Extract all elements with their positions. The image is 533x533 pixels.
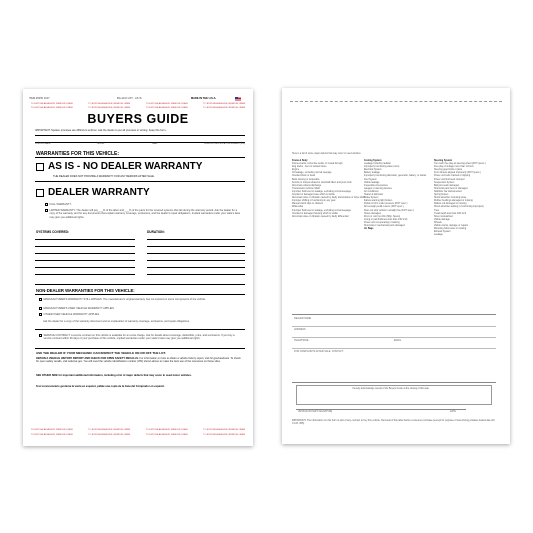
signature-label[interactable]: VEHICLE BUYER'S SIGNATURE [298,411,333,413]
service-contract-option[interactable]: SERVICE CONTRACT. A service contract on this vehicle is available for an extra charge. Ask for details about coverage, deductible, price, and exclusions. If you buy a service contract within 90 days of your purchase of this vehicle, implied warranties under your state's laws may give you additional rights. [39,334,239,341]
ask-dealer-note: Ask the dealer for a copy of the warranty document and an explanation of warranty coverage, exclusions, and repair obligations. [43,320,190,323]
dealer-warranty-option[interactable] [36,187,150,198]
full-warranty-label: FULL WARRANTY. [49,203,72,207]
email-label: EMAIL [394,339,402,342]
manufacturer-warranty-option[interactable]: MANUFACTURER'S WARRANTY STILL APPLIES. The manufacturer's original warranty has not expired on some components of the vehicle. [39,298,239,301]
limited-warranty-option[interactable] [45,209,241,219]
as-is-checkbox[interactable] [36,163,44,171]
defects-column-3: Steering System Too much free play at steering wheel (DOT specs.) Free play in linkage more than 1/4 inch Steering gear binds or jams Front wheels aligned improperly (DOT specs.) Power unit belts cracked or slipping Power unit fluid level improper Suspension System Ball joint seals damaged Structural parts bent or damaged Stabilizer bar disconnected Spring broken Shock absorber mounting loose Rubber bushings damaged or missing Radius rod damaged or missing Shock absorber leaking or functioning improperly Tires Tread depth less than 2/32 inch Sizes mismatched Visible damage Wheels Visible cracks, damage or repairs Mounting bolts loose or missing Exhaust System Leakage [434,160,486,237]
adhesive-strip-top: TO EXPOSE ADHESIVE, REMOVE LINER TO EXPOSE ADHESIVE, REMOVE LINER TO EXPOSE ADHESIVE, REMOVE LINER TO EXPOSE ADHESIVE, REMOVE LINER [30,102,246,105]
buyers-guide-back [282,88,510,444]
address-label: ADDRESS [294,328,306,331]
buyers-guide-front [23,89,253,446]
acknowledge-text: I hereby acknowledge receipt of the Buyers Guide at the closing of this sale. [352,388,430,390]
complaints-label: FOR COMPLAINTS AFTER SALE, CONTACT: [294,350,344,353]
date-label[interactable]: DATE [450,411,456,413]
defects-intro: Here is a list of some major defects that may occur in used vehicles. [292,153,362,155]
adhesive-strip-top-2: TO EXPOSE ADHESIVE, REMOVE LINER TO EXPOSE ADHESIVE, REMOVE LINER TO EXPOSE ADHESIVE, REMOVE LINER TO EXPOSE ADHESIVE, REMOVE LINER [30,106,246,109]
other-used-warranty-checkbox[interactable] [39,313,42,316]
limited-warranty-text: LIMITED WARRANTY. The dealer will pay ___% of the labor and ___% of the parts for the covered systems that fail during the warranty period. Ask the dealer for a copy of the warranty, and for any documents that explain warranty coverage, exclusions, and the dealer's repair obligations. Implied warranties under your state's laws may give you additional rights. [49,209,241,219]
made-in-label: MADE IN THE U.S.A. [191,97,217,100]
history-report-block: OBTAIN A VEHICLE HISTORY REPORT AND CHECK FOR OPEN SAFETY RECALLS. For information on how to obtain a vehicle history report, visit ftc.gov/usedcars. To check for open safety recalls, visit safercar.gov. You will need the vehicle identification number (VIN) shown above to make the best use of the resources on those sites. [36,357,241,364]
see-other-side-note: SEE OTHER SIDE for important additional information, including a list of major defects that may occur in used motor vehicles. [36,374,192,377]
service-contract-checkbox[interactable] [39,334,42,337]
acknowledgement-box [296,385,492,405]
adhesive-strip-bottom: TO EXPOSE ADHESIVE, REMOVE LINER TO EXPOSE ADHESIVE, REMOVE LINER TO EXPOSE ADHESIVE, REMOVE LINER TO EXPOSE ADHESIVE, REMOVE LINER [30,428,246,431]
form-number: ITEM #6250 2017 [29,97,50,100]
spanish-note: Si el concesionario gestiona la venta en espanol, pidale una copia de la Guia del Comprador en espanol. [36,385,165,388]
page-title: BUYERS GUIDE [87,112,189,126]
adhesive-strip-bottom-2: TO EXPOSE ADHESIVE, REMOVE LINER TO EXPOSE ADHESIVE, REMOVE LINER TO EXPOSE ADHESIVE, REMOVE LINER TO EXPOSE ADHESIVE, REMOVE LINER [30,433,246,436]
defects-column-1: Frame & Body Frame-cracks, corrective welds, or rusted through Dog tracks - bent or twisted frame Engine Oil leakage, excluding normal seepage Cracked block or head Belts missing or inoperable Knocks or misses related to camshaft lifters and push rods Abnormal exhaust discharge Transmission & Drive Shaft Improper fluid level or leakage, excluding normal seepage Cracked or damaged case which is visible Abnormal noise or vibration caused by faulty transmission or drive shaft Improper shifting or functioning in any gear Manual clutch slips or chatters Differential Improper fluid level or leakage, excluding normal seepage Cracked or damaged housing which is visible Abnormal noise or vibration caused by faulty differential [292,160,365,218]
as-is-option[interactable] [36,161,202,172]
manufacturer-used-warranty-checkbox[interactable] [39,307,42,310]
duration-label: DURATION: [147,230,165,234]
warranties-heading: WARRANTIES FOR THIS VEHICLE: [36,151,120,157]
full-warranty-option[interactable] [45,203,72,207]
dealer-warranty-checkbox[interactable] [36,189,44,197]
dealer-warranty-title: DEALER WARRANTY [48,187,150,198]
manufacturer-warranty-checkbox[interactable] [39,298,42,301]
vehicle-fields: VEHICLE MAKE MODEL YEAR VEHICLE IDENTIFICATION NUMBER (VIN) [35,143,245,145]
us-flag-icon [235,97,241,101]
manufacturer-used-warranty-option[interactable]: MANUFACTURER'S USED VEHICLE WARRANTY APPLIES. [39,307,115,311]
form-code: BG-2017-2FT - AS IS [117,97,142,100]
limited-warranty-checkbox[interactable] [45,209,48,212]
full-warranty-checkbox[interactable] [45,203,48,206]
mechanic-note: ASK THE DEALER IF YOUR MECHANIC CAN INSPECT THE VEHICLE ON OR OFF THE LOT. [36,351,166,355]
non-dealer-heading: NON-DEALER WARRANTIES FOR THIS VEHICLE: [36,288,135,293]
telephone-label: TELEPHONE [294,339,309,342]
as-is-title: AS IS - NO DEALER WARRANTY [48,161,203,172]
perforation-line [290,101,502,102]
defects-column-2: Cooling System Leakage including radiator Improperly functioning water pump Electrical System Battery leakage Improperly functioning alternator, generator, battery, or starter Fuel System Visible leakage Inoperable Accessories Gauges or warning devices Air conditioner Heater & Defroster Brake System Failure warning light broken Pedal not firm under pressure (DOT spec.) Not enough pedal reserve (DOT spec.) Does not stop vehicle in straight line (DOT spec.) Hoses damaged Drum or rotor too thin (Mfgr. Specs) Lining or pad thickness less than 1/32 inch Power unit not operating or leaking Structural or mechanical parts damaged Air Bags [364,160,427,231]
dealer-name-label: DEALER NAME [294,317,312,320]
systems-covered-label: SYSTEMS COVERED: [36,230,69,234]
important-footer: IMPORTANT: The information on this form is part of any contract to buy this vehicle. Removal of this label before consumer purchase (except for purpose of test-driving) violates federal law (16 C.F.R. 455). [292,419,495,426]
important-note: IMPORTANT: Spoken promises are difficult to enforce. Ask the dealer to put all promises in writing. Keep this form. [35,129,167,132]
other-used-warranty-option[interactable]: OTHER USED VEHICLE WARRANTY APPLIES. [39,313,100,317]
as-is-text: THE DEALER DOES NOT PROVIDE A WARRANTY FOR ANY REPAIRS AFTER SALE. [53,175,155,178]
